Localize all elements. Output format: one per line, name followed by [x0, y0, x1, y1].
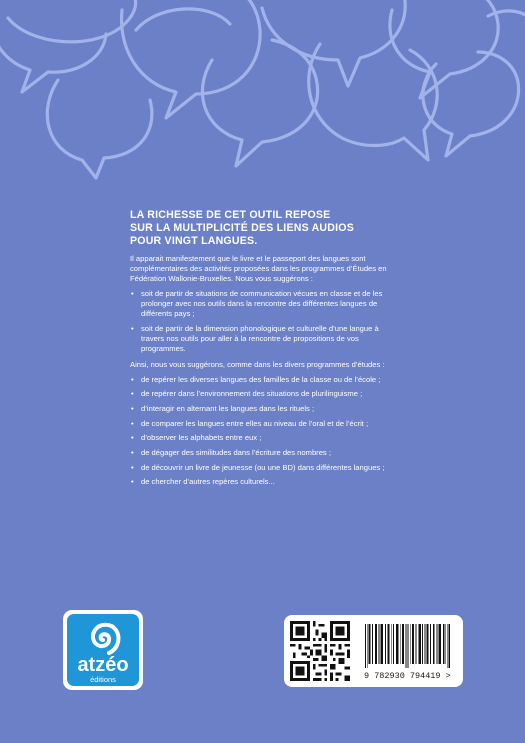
publisher-name: atzéo — [77, 654, 129, 676]
speech-bubble — [488, 11, 525, 18]
list-item: • d’interagir en alternant les langues dans les rituels ; — [130, 404, 395, 414]
list-item: • soit de partir de situations de communication vécues en classe et de les prolonger avec nos outils dans la rencontre des différentes langues de différents pays ; — [130, 289, 395, 320]
list-item: • de découvrir un livre de jeunesse (ou une BD) dans différentes langues ; — [130, 463, 395, 473]
suggestion-list — [130, 289, 395, 355]
list-item: • de chercher d’autres repères culturels... — [130, 477, 395, 487]
list-item: • de dégager des similitudes dans l’écriture des nombres ; — [130, 448, 395, 458]
publisher-logo — [63, 610, 143, 690]
speech-bubble — [390, 0, 498, 98]
barcode-panel — [284, 615, 463, 687]
headline-line: SUR LA MULTIPLICITÉ DES LIENS AUDIOS — [130, 222, 354, 234]
activity-list — [130, 375, 395, 488]
headline-line: LA RICHESSE DE CET OUTIL REPOSE — [130, 209, 331, 221]
back-cover-text — [130, 209, 395, 494]
intro-paragraph: Il apparait manifestement que le livre et le passeport des langues sont complémentaires des activités proposées dans les programmes d’Études en Fédération Wallonie-Bruxelles. Nous vous suggérons : — [130, 254, 387, 284]
speech-bubble — [262, 0, 405, 86]
headline — [130, 209, 395, 248]
speech-bubble — [136, 9, 230, 30]
isbn-number: 9 782930 794419 > — [364, 671, 451, 681]
logo-badge — [67, 614, 139, 686]
speech-bubble — [122, 0, 261, 118]
list-item: • de repérer dans l’environnement des situations de plurilinguisme ; — [130, 389, 395, 399]
speech-bubble — [47, 80, 152, 178]
list-item: • de comparer les langues entre elles au niveau de l’oral et de l’écrit ; — [130, 419, 395, 429]
qr-code — [290, 621, 350, 681]
speech-bubble — [202, 40, 317, 166]
list-item: • soit de partir de la dimension phonologique et culturelle d’une langue à travers nos outils pour aller à la rencontre de propositions de vos programmes. — [130, 324, 395, 355]
list-item: • de repérer les diverses langues des familles de la classe ou de l’école ; — [130, 375, 395, 385]
ean-barcode — [365, 624, 451, 668]
headline-line: POUR VINGT LANGUES. — [130, 235, 258, 247]
speech-bubble — [309, 44, 438, 160]
publisher-subtitle: éditions — [90, 675, 116, 684]
speech-bubbles-decoration — [0, 0, 525, 200]
transition-paragraph: Ainsi, nous vous suggérons, comme dans les divers programmes d’études : — [130, 360, 385, 370]
speech-bubble — [8, 0, 136, 42]
speech-bubble — [0, 10, 106, 92]
list-item: • d’observer les alphabets entre eux ; — [130, 433, 395, 443]
